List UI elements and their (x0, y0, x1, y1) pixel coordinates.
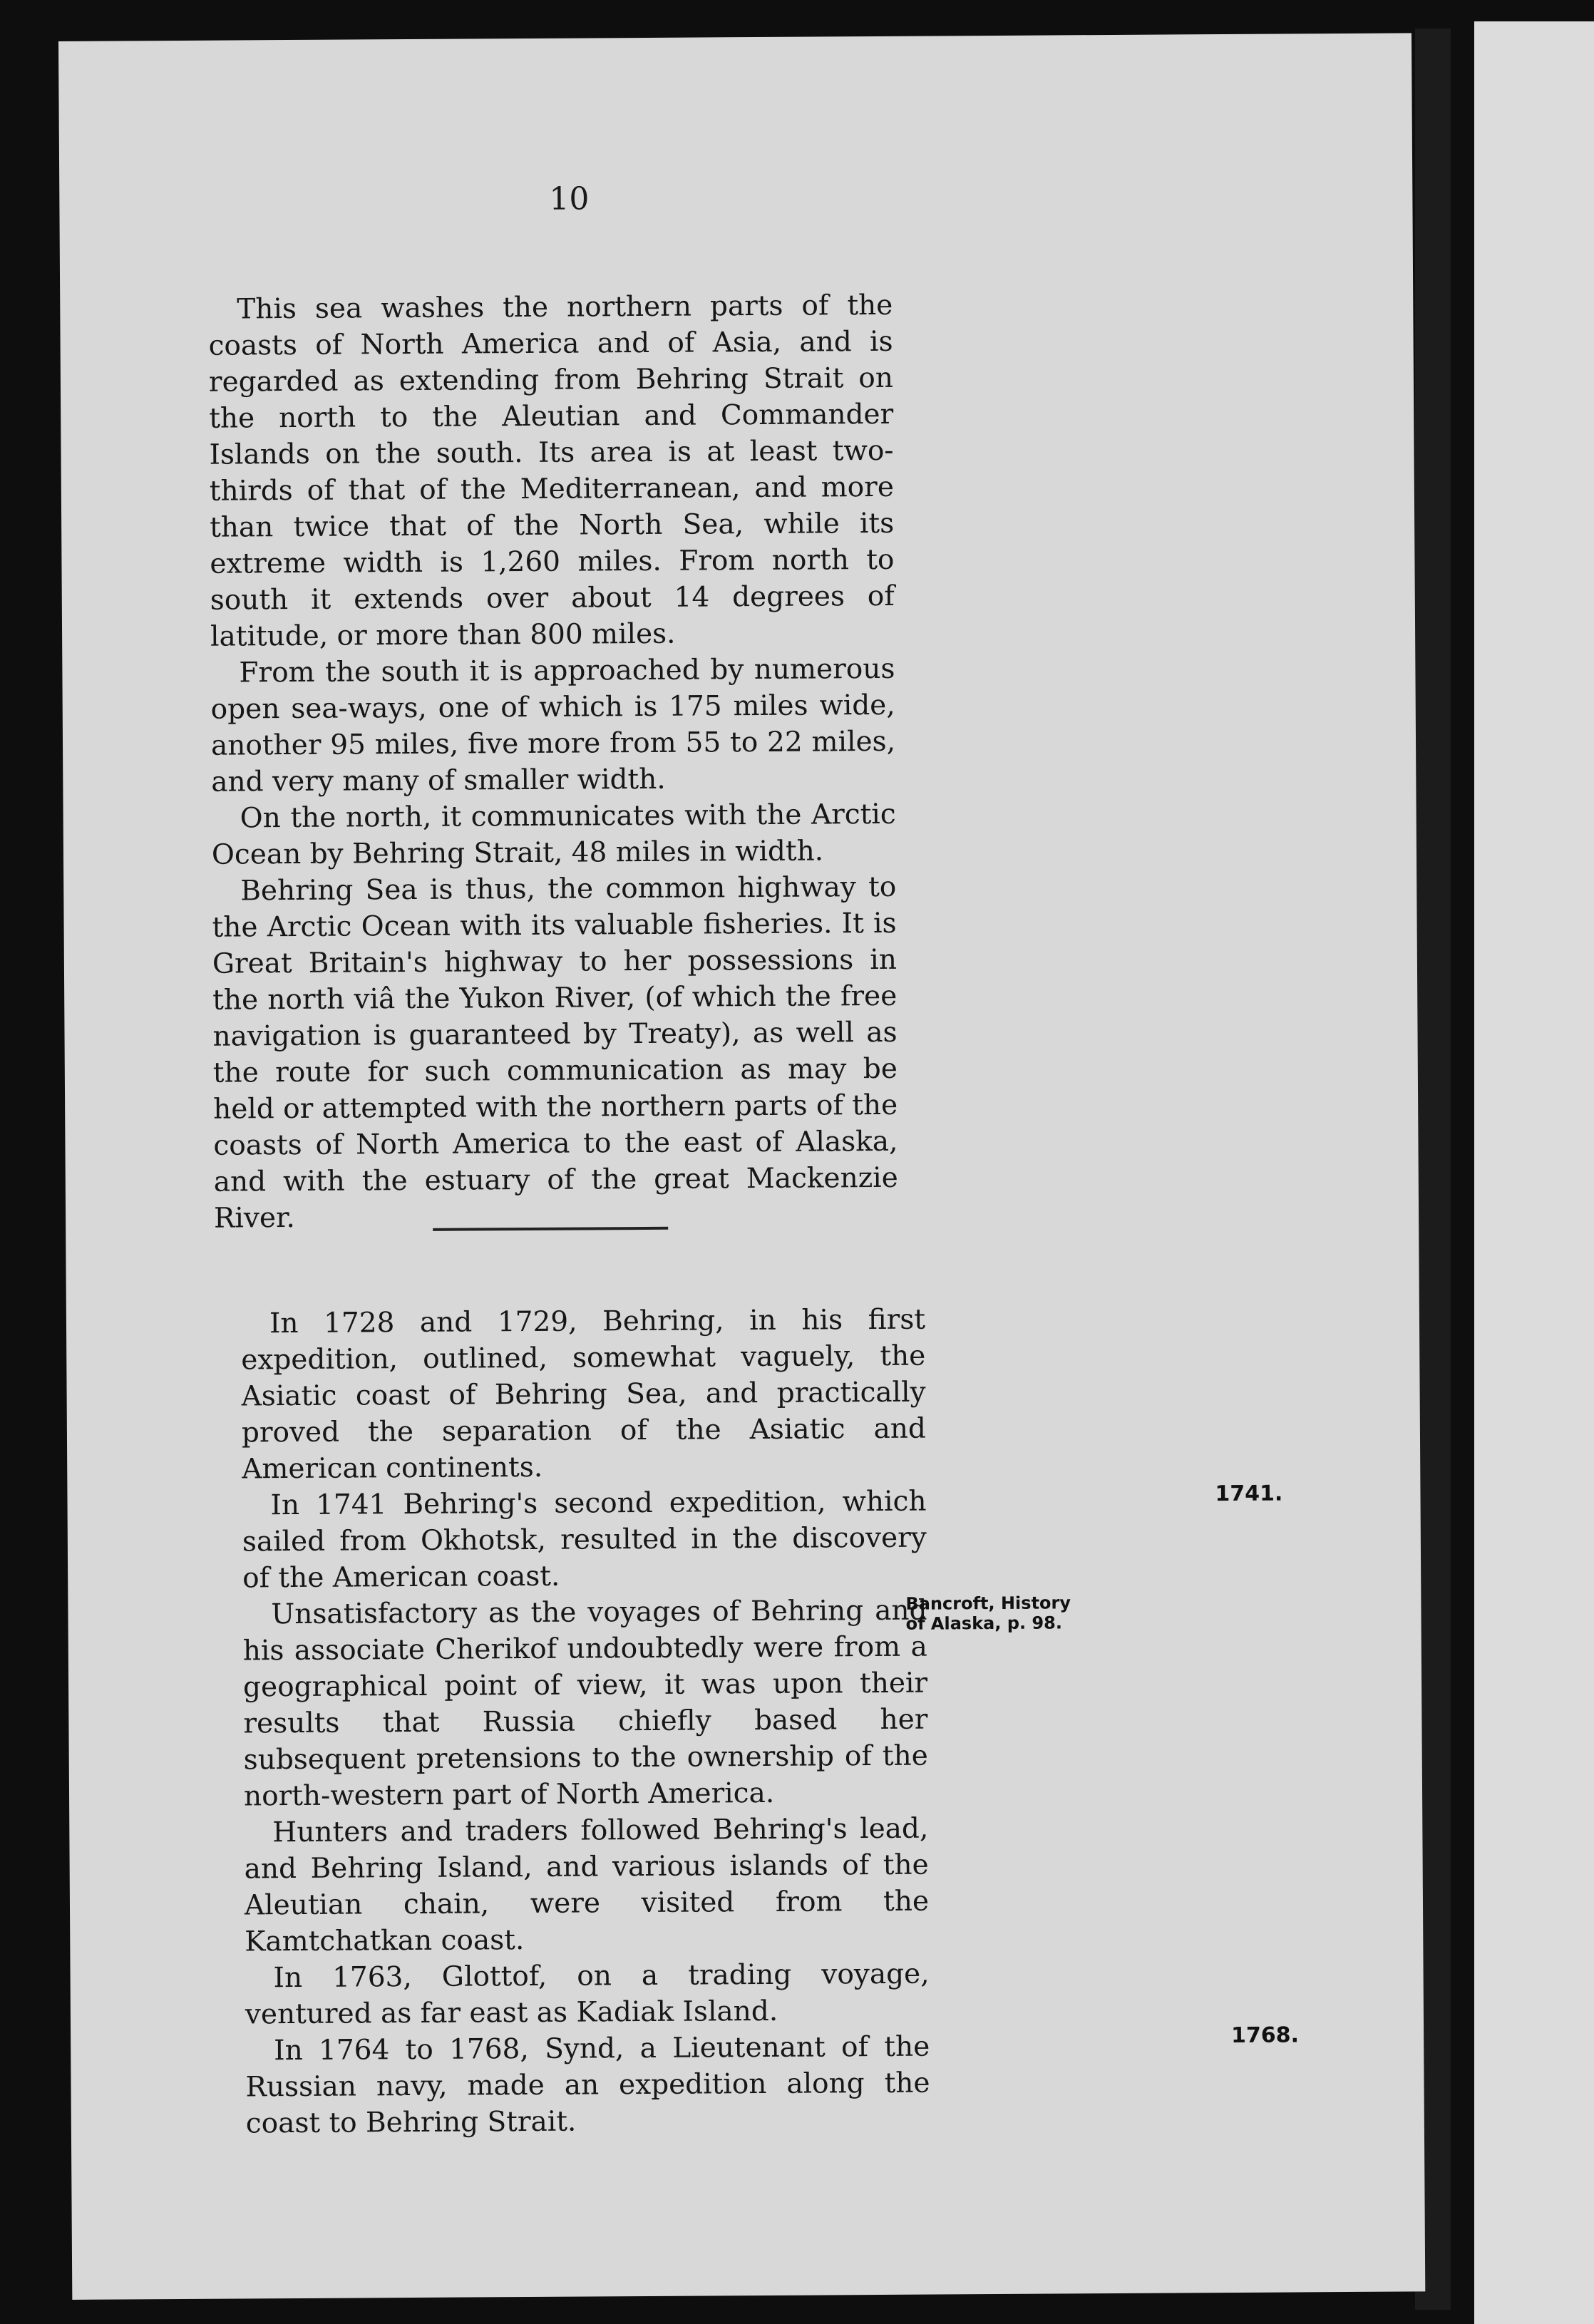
paragraph-synd: In 1764 to 1768, Synd, a Lieutenant of the Russian navy, made an expedition along the coast to Behring Strait. (245, 2030, 930, 2140)
paragraph-hunters-traders: Hunters and traders followed Behring's lead, and Behring Island, and various islands of the Aleutian chain, were visited from the Kamtchatkan coast. (244, 1812, 930, 1958)
margin-year-1768: 1768. (1231, 2022, 1300, 2049)
paragraph-russian-claims: Unsatisfactory as the voyages of Behring and his associate Cherikof undoubtedly were from a geographical point of view, it was upon their results that Russia chiefly based her subsequent pretensions to the ownership of the north-western part of North America. (242, 1594, 928, 1813)
margin-year-1741: 1741. (1215, 1481, 1283, 1507)
paragraph-sea-ways: From the south it is approached by numerous open sea-ways, one of which is 175 miles wide, another 95 miles, five more from 55 to 22 miles, and very many of smaller width. (210, 652, 896, 798)
document-page (58, 33, 1425, 2300)
paragraph-second-expedition: In 1741 Behring's second expedition, which sailed from Okhotsk, resulted in the discovery of the American coast. (242, 1485, 927, 1595)
margin-citation (905, 1593, 1141, 1634)
page-number: 10 (549, 180, 590, 217)
citation-line-1: Bancroft, History (905, 1593, 1071, 1614)
section-two-text (241, 1302, 930, 2142)
citation-line-2: of Alaska, p. 98. (905, 1613, 1063, 1634)
paragraph-first-expedition: In 1728 and 1729, Behring, in his first expedition, outlined, somewhat vaguely, the Asiatic coast of Behring Sea, and practically proved the separation of the Asiatic and American continents. (241, 1303, 927, 1486)
facing-page-edge (1474, 21, 1594, 2324)
paragraph-common-highway: Behring Sea is thus, the common highway to the Arctic Ocean with its valuable fisheries. It is Great Britain's highway to her possessions in the north viâ the Yukon River, (of which the free navigation is guaranteed by Treaty), as well as the route for such communication as may be held or attempted with the northern parts of the coasts of North America to the east of Alaska, and with the estuary of the great Mackenzie River. (212, 870, 898, 1235)
paragraph-sea-extent: This sea washes the northern parts of the coasts of North America and of Asia, and is regarded as extending from Behring Strait on the north to the Aleutian and Commander Islands on the south. Its area is at least two-thirds of that of the Mediterranean, and more than twice that of the North Sea, while its extreme width is 1,260 miles. From north to south it extends over about 14 degrees of latitude, or more than 800 miles. (208, 289, 895, 653)
section-one-text (208, 287, 898, 1237)
paragraph-glottof: In 1763, Glottof, on a trading voyage, ventured as far east as Kadiak Island. (245, 1958, 930, 2031)
paragraph-north-strait: On the north, it communicates with the Arctic Ocean by Behring Strait, 48 miles in width. (211, 798, 896, 871)
